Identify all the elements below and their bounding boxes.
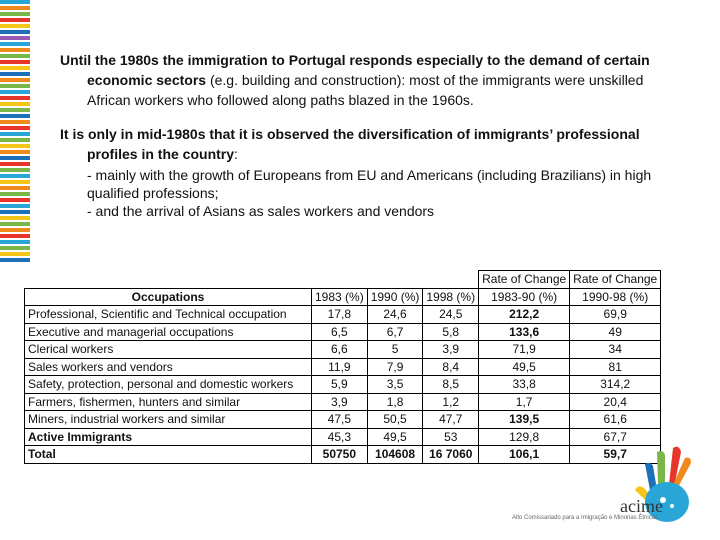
cell-1998: 3,9 xyxy=(423,341,479,359)
cell-1983: 11,9 xyxy=(312,358,368,376)
stripe xyxy=(0,150,30,154)
cell-1983: 5,9 xyxy=(312,376,368,394)
stripe xyxy=(0,36,30,40)
cell-rate-2: 49 xyxy=(570,323,661,341)
stripe xyxy=(0,156,30,160)
header-blank xyxy=(423,271,479,289)
table-row xyxy=(25,358,661,376)
stripe xyxy=(0,222,30,226)
stripe xyxy=(0,228,30,232)
paragraph-1-bold: Until the 1980s the immigration to Portugal responds especially to the demand of certain economic sectors xyxy=(60,52,650,88)
stripe xyxy=(0,42,30,46)
stripe xyxy=(0,210,30,214)
stripe xyxy=(0,120,30,124)
header-blank xyxy=(312,271,368,289)
cell-rate-1: 106,1 xyxy=(479,446,570,464)
cell-rate-1: 1,7 xyxy=(479,393,570,411)
stripe xyxy=(0,246,30,250)
cell-rate-2: 20,4 xyxy=(570,393,661,411)
stripe xyxy=(0,72,30,76)
cell-1998: 53 xyxy=(423,428,479,446)
logo-name: acime xyxy=(620,496,663,516)
stripe xyxy=(0,138,30,142)
table-row xyxy=(25,341,661,359)
stripe xyxy=(0,234,30,238)
intro-text xyxy=(60,50,660,220)
stripe xyxy=(0,216,30,220)
stripe xyxy=(0,114,30,118)
stripe xyxy=(0,54,30,58)
table-row xyxy=(25,306,661,324)
logo-subtitle: Alto Comissariado para a Imigração e Minorias Étnicas xyxy=(512,515,659,521)
row-name: Safety, protection, personal and domestic workers xyxy=(25,376,312,394)
bullet-1: - mainly with the growth of Europeans from EU and Americans (including Brazilians) in high qualified professions; xyxy=(87,167,652,201)
table-row xyxy=(25,376,661,394)
row-name: Total xyxy=(25,446,312,464)
cell-1990: 49,5 xyxy=(367,428,423,446)
header-blank xyxy=(367,271,423,289)
cell-1998: 47,7 xyxy=(423,411,479,429)
stripe xyxy=(0,252,30,256)
table-row xyxy=(25,323,661,341)
row-name: Clerical workers xyxy=(25,341,312,359)
cell-rate-2: 69,9 xyxy=(570,306,661,324)
stripe xyxy=(0,84,30,88)
cell-1998: 8,5 xyxy=(423,376,479,394)
finger-green xyxy=(657,451,665,487)
table-row xyxy=(25,393,661,411)
stripe xyxy=(0,96,30,100)
cell-1983: 17,8 xyxy=(312,306,368,324)
table-header xyxy=(25,288,661,306)
paragraph-2 xyxy=(60,124,660,164)
paragraph-1 xyxy=(60,50,660,110)
cell-1998: 1,2 xyxy=(423,393,479,411)
cell-1998: 8,4 xyxy=(423,358,479,376)
cell-rate-2: 314,2 xyxy=(570,376,661,394)
cell-1990: 3,5 xyxy=(367,376,423,394)
paragraph-2-bold: It is only in mid-1980s that it is observed the diversification of immigrants’ professional profiles in the country xyxy=(60,126,640,162)
stripe xyxy=(0,0,30,4)
row-name: Active Immigrants xyxy=(25,428,312,446)
header-1983: 1983 (%) xyxy=(312,288,368,306)
stripe xyxy=(0,18,30,22)
stripe xyxy=(0,240,30,244)
row-name: Miners, industrial workers and similar xyxy=(25,411,312,429)
row-name: Sales workers and vendors xyxy=(25,358,312,376)
cell-1983: 3,9 xyxy=(312,393,368,411)
header-rate-of-change-2: Rate of Change xyxy=(570,271,661,289)
paragraph-1-rest: (e.g. building and construction): most of the immigrants were unskilled African workers who followed along paths blazed in the 1960s. xyxy=(87,72,644,108)
stripe xyxy=(0,60,30,64)
row-name: Executive and managerial occupations xyxy=(25,323,312,341)
cell-rate-2: 67,7 xyxy=(570,428,661,446)
cell-1990: 7,9 xyxy=(367,358,423,376)
cell-rate-2: 81 xyxy=(570,358,661,376)
header-1990: 1990 (%) xyxy=(367,288,423,306)
bullet-list xyxy=(60,166,660,220)
header-rate-1983-90: 1983-90 (%) xyxy=(479,288,570,306)
cell-1983: 6,5 xyxy=(312,323,368,341)
cell-1998: 16 7060 xyxy=(423,446,479,464)
stripe xyxy=(0,12,30,16)
stripe xyxy=(0,126,30,130)
cell-1983: 50750 xyxy=(312,446,368,464)
stripe xyxy=(0,24,30,28)
stripe xyxy=(0,258,30,262)
cell-rate-1: 49,5 xyxy=(479,358,570,376)
stripe xyxy=(0,198,30,202)
cell-1990: 5 xyxy=(367,341,423,359)
stripe xyxy=(0,144,30,148)
header-rate-1990-98: 1990-98 (%) xyxy=(570,288,661,306)
table-header-top xyxy=(25,271,661,289)
cell-1998: 24,5 xyxy=(423,306,479,324)
cell-rate-2: 34 xyxy=(570,341,661,359)
cell-1983: 6,6 xyxy=(312,341,368,359)
cell-rate-1: 33,8 xyxy=(479,376,570,394)
palm-dot xyxy=(670,504,674,508)
table-row xyxy=(25,411,661,429)
stripe xyxy=(0,186,30,190)
stripe xyxy=(0,30,30,34)
bullet-2: - and the arrival of Asians as sales workers and vendors xyxy=(87,203,435,219)
cell-1983: 47,5 xyxy=(312,411,368,429)
stripe xyxy=(0,108,30,112)
cell-1990: 1,8 xyxy=(367,393,423,411)
row-name: Professional, Scientific and Technical occupation xyxy=(25,306,312,324)
row-name: Farmers, fishermen, hunters and similar xyxy=(25,393,312,411)
stripe xyxy=(0,192,30,196)
stripe xyxy=(0,162,30,166)
stripe xyxy=(0,174,30,178)
cell-1990: 6,7 xyxy=(367,323,423,341)
stripe xyxy=(0,78,30,82)
stripe xyxy=(0,204,30,208)
cell-rate-1: 71,9 xyxy=(479,341,570,359)
cell-1990: 104608 xyxy=(367,446,423,464)
stripe xyxy=(0,48,30,52)
cell-1983: 45,3 xyxy=(312,428,368,446)
stripe xyxy=(0,102,30,106)
cell-1998: 5,8 xyxy=(423,323,479,341)
stripe xyxy=(0,6,30,10)
cell-rate-1: 129,8 xyxy=(479,428,570,446)
occupations-table xyxy=(24,270,661,464)
header-1998: 1998 (%) xyxy=(423,288,479,306)
cell-1990: 50,5 xyxy=(367,411,423,429)
cell-rate-1: 133,6 xyxy=(479,323,570,341)
stripe xyxy=(0,90,30,94)
cell-rate-1: 139,5 xyxy=(479,411,570,429)
cell-rate-2: 61,6 xyxy=(570,411,661,429)
cell-rate-1: 212,2 xyxy=(479,306,570,324)
stripe xyxy=(0,168,30,172)
stripe xyxy=(0,132,30,136)
header-occupations: Occupations xyxy=(25,288,312,306)
cell-rate-2: 59,7 xyxy=(570,446,661,464)
paragraph-2-rest: : xyxy=(234,146,238,162)
header-blank xyxy=(25,271,312,289)
header-rate-of-change-1: Rate of Change xyxy=(479,271,570,289)
cell-1990: 24,6 xyxy=(367,306,423,324)
stripe xyxy=(0,66,30,70)
decorative-stripes xyxy=(0,0,30,265)
stripe xyxy=(0,180,30,184)
